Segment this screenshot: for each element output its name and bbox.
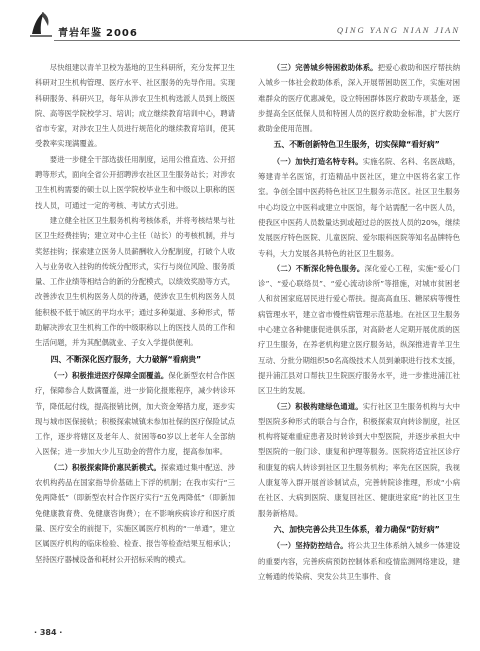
paragraph (258, 154, 460, 261)
subsection-lead: （三）积极构建绿色通道。 (272, 401, 363, 411)
header-pinyin: QING YANG NIAN JIAN (336, 25, 460, 35)
section-title: 加快完善公共卫生体系，着力确保“防好病” (289, 524, 440, 534)
paragraph: 建立健全社区卫生服务机构考核体系，并将考核结果与社区卫生经费挂钩；建立对中心主任（站长）的考核机制，并与奖惩挂钩；探索建立医务人员薪酬收入分配制度，打破个人收入与业务收入挂钩的传统分配形式，实行与岗位风险、服务质量、工作业绩等相结合的新的分配模式，以绩效奖励等方式，改善涉农卫生机构医务人员的待遇，使涉农卫生机构医务人员能积极不低于城区的平均水平；通过多种渠道、多种形式，帮助解决涉农卫生机构工作的中级职称以上的医技人员的工作和生活问题，并为其配偶就业、子女入学提供便利。 (35, 215, 235, 348)
subsection-lead: （三）完善城乡特困救助体系。 (272, 63, 378, 72)
section-heading (35, 352, 235, 367)
header-brand (58, 24, 138, 39)
subsection-text: 深化爱心工程，实施“爱心门诊”、“爱心联络员”、“爱心流动诊所”等措施，对城市贫困老人和贫困家庭居民进行爱心帮扶。提高高血压、糖尿病等慢性病管理水平，建立省市慢性病管理示范基地。在社区卫生服务中心建立各种健康促进俱乐部，对高龄老人定期开展优质的医疗卫生服务，在养老机构建立医疗服务站，纵深推进青羊卫生互动、分批分期组织50名高级技术人员到兼职进行技术支援，提升浦江县对口帮扶卫生院医疗服务水平，进一步推进浦江社区卫生的发展。 (258, 263, 460, 396)
yearbook-logo-icon (28, 8, 54, 38)
right-column (258, 60, 460, 584)
section-heading (258, 137, 460, 152)
paragraph (258, 538, 460, 584)
subsection-lead: （二）积极探索降价惠民新模式。 (49, 462, 161, 472)
section-title: 不断深化医疗服务，大力破解“看病贵” (66, 354, 202, 364)
paragraph: 尽快组建以青羊卫校为基地的卫生科研所，充分发挥卫生科研对卫生机构管理、医疗水平、社区服务的先导作用。实现科研服务、科研兴卫，每年从涉农卫生机构选派人员到上级医院、高等医学院校学习、培训；成立继续教育培训中心，聘请省市专家，对涉农卫生人员进行规范化的继续教育培训，使其受教率实现满覆盖。 (35, 63, 235, 149)
header-rule (54, 40, 460, 41)
paragraph (35, 460, 235, 567)
subsection-text: 实施名院、名科、名医战略，筹建青羊名医馆，打造精品中医社区，建立中医将名家工作室。争创全国中医药特色社区卫生服务示范区。社区卫生服务中心均设立中医科或建立中医馆，每个站需配一名中医人员，使我区中医药人员数量达到或超过总的医技人员的20%，继续发展医疗特色医院、儿童医院、爱尔眼科医院等知名品牌特色专科，大力发展各具特色的社区卫生服务。 (258, 156, 460, 258)
subsection-lead: （二）不断深化特色服务。 (272, 263, 365, 273)
section-number: 六、 (273, 524, 290, 534)
page-number: · 384 · (34, 628, 63, 637)
left-column (35, 60, 235, 567)
subsection-lead: （一）加快打造名特专科。 (272, 156, 363, 166)
subsection-text: 保化新型农村合作医疗，保障参合人数满覆盖，进一步简化报账程序，减少转诊环节，降低起付线，提高报销比例，加大资金筹措力度，逐步实现与城市医保接轨；积极探索城镇未参加社保的医疗保险试点工作，逐步将辖区及老年人、贫困等60岁以上老年人全部纳入医保；进一步加大少儿互助金的营作力度，提高参加率。 (35, 370, 235, 457)
section-heading (258, 522, 460, 537)
subsection-lead: （一）坚持防控结合。 (272, 541, 348, 551)
paragraph (35, 368, 235, 460)
header-brand-title: 青岩年鉴 (58, 28, 102, 39)
section-number: 四、 (50, 354, 67, 364)
subsection-text: 把爱心救助和医疗帮扶纳入城乡一体社会救助体系，深入开展帮困助医工作，实施对困难群众的医疗优惠减免，设立特困群体医疗救助专项基金，逐步提高全区低保人员和特困人员的医疗救助金标准，扩大医疗救助金使用范围。 (258, 63, 460, 134)
subsection-text: 实行社区卫生服务机构与大中型医院多种形式的联合与合作，积极探索双向转诊制度，社区机构将疑难重症患者及时转诊到大中型医院，并逐步承担大中型医院的一般门诊、康复和护理等服务。医院将适宜社区诊疗和康复的病人转诊到社区卫生服务机构；率先在区医院，我视人康复等入群开展首诊制试点，完善转院诊推理，形成“小病在社区、大病到医院、康复回社区、健康进家庭”的社区卫生服务新格局。 (258, 401, 460, 518)
header-year: 2006 (106, 28, 138, 39)
page-header (28, 8, 460, 48)
paragraph (258, 60, 460, 136)
subsection-text: 探索通过集中配送、涉农机构药品在国家指导价基础上下浮的机制；在我市实行“三免两降低”（即新型农村合作医疗实行“五免两降低”（即新加免健康教育费、免健康咨询费）；在不影响疾病诊疗和医疗质量、医疗安全的前提下，实施区属医疗机构的“一单通”，建立区属医疗机构的临床检验、检查、报告等检查结果互相承认；坚持医疗器械设备和耗材公开招标采购的模式。 (35, 462, 235, 564)
subsection-lead: （一）积极推进医疗保障全面覆盖。 (49, 370, 169, 380)
paragraph (258, 399, 460, 521)
subsection-text: 将公共卫生体系纳入城乡一体建设的重要内容，完善疾病预防控制体系和疫情监测网络建设，建立畅通的传染病、突发公共卫生事件、食 (258, 541, 460, 581)
paragraph (258, 261, 460, 399)
section-title: 不断创新特色卫生服务，切实保障“看好病” (289, 140, 440, 150)
paragraph: 要进一步健全干部选拔任用制度，运用公推直选、公开招聘等形式，面向全省公开招聘涉农社区卫生服务站长；对涉农卫生机构需要的硕士以上医学院校毕业生和中级以上职称的医技人员，可通过一定的考核、考试方式引进。 (35, 154, 235, 210)
section-number: 五、 (273, 140, 290, 150)
